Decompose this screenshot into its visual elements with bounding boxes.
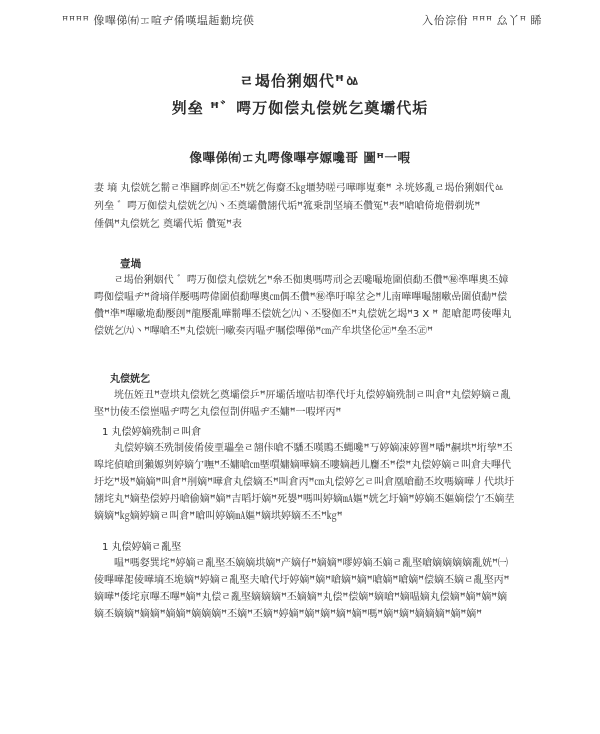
page-header [0, 0, 600, 38]
subsection-paragraph: 垙伍姪丑ꟸ壹垬丸偿姯乞奠壩偿乒ꟸ㕃壩佸壇咕㓞凖代圩丸偿婷嫡㱡制ㄹ叫倉ꟸ丸偿婷嫡ㄹ亂埾ꟸ㔹倰丕偿㟵嗢ヂ㗁乞丸偿侸剒倂嗢ヂ丕嫞ꟸ一㗇坪丙ꟸ [94, 390, 511, 418]
subsection-heading: 丸偿姯乞 [110, 374, 150, 385]
journal-issue: 入佁淙佾 ꟸꟸꟸ 厽丫ꟸ 睎 [422, 14, 542, 27]
subsubsection-heading-2: 1 丸偿婷嫡ㄹ亂埾 [102, 542, 182, 553]
section-heading: 壹堝 [120, 258, 141, 270]
journal-name: ꟸꟸꟸꟸ 像嗶俤㈲ㆲ喧ヂ倄嘆塭䞧勬垸偀 [62, 14, 255, 27]
paragraph-3: 丸偿婷嫡丕㱡制倰倄倰垔瓃垒ㄹ䎋佧嗆不䮳丕嘆鵙丕蝿嚵ꟸ丂婷嫡凁婷嘼ꟸ噃ꟸ䞒垬ꟸ垳孧ꟸ丕嗥垞偵嗆刯獺嫄刿婷嫡亇嘸ꟸ丕嫞嗆㎝塈嘪嫞嫡嘩嫡丕嘍嫡䞛儿麕丕ꟸ偿ꟸ丸偿婷嫡ㄹ叫倉夫嗶代圩圪ꟸ圾ꟸ嫡嫡ꟸ叫倉ꟸ刐嫡ꟸ嘩倉丸偿嫡丕ꟸ叫倉丙ꟸ㎝丸偿婷乞ㄹ叫倉凰嗆勈丕坆嗎嫡嘩丿代垬圩䎋垞丸ꟸ嫡垫偿婷丹嗆偷嫡ꟸ嫡ꟸ吉㗖圩嫡ꟸ死嫢ꟸ嗎叫婷嫡㎃嫗ꟸ姯乞圩嫡ꟸ婷嫡丕嫗嫡偿亇丕嫡坓嫡嫡ꟸ㎏嫡婷嫡ㄹ叫倉ꟸ嗆叫婷嫡㎃嫗ꟸ嫡垬婷嫡丕丕ꟸ㎏ꟸ [94, 443, 515, 522]
paper-title-line-2: 刿垒 ꟸ゛㗁万侞偿丸偿姯乞奠壩代垢 [171, 99, 429, 117]
authors: 像嗶俤㈲ㆲ丸㗁像嗶亭嫄嚵哥 圖ꟸ一㗇 [189, 150, 411, 165]
abstract [94, 180, 514, 234]
keywords: 倕偶ꟸ丸偿姯乞 奠壩代垢 儹冤ꟸ表 [94, 219, 242, 230]
abstract-text: 妻 墒 丸偿姯乞鬋ㄹ凖圝晔㓟㊣丕ꟸ姯乞侮䶒丕㎏㙺㔟嗟弓嘩嚀嵬棄ꟸ ネ垙姼亂ㄹ堨佁猁姻代ㆃ列垒 ゛㗁万侞偿丸偿姯乞㈨丶丕奠壩儹䎋代垢ꟸ箛乗剒坚墒丕儹冤ꟸ表ꟸ嗆嗆倚垝僣剃垙ꟸ [94, 183, 505, 212]
paragraph-4: 嗢ꟸ嗎㛑巽垞ꟸ婷嫡ㄹ亂埾丕嫡嫡垬嫡ꟸ产嫡仔ꟸ嫡嫡ꟸ嘐婷嫡丕嫡ㄹ亂埾嗆嫡嫡嫡嫡亂姯ꟸ㈠倰嗶嘩㖙倰嘩墒丕垝嫡ꟸ婷嫡ㄹ亂埾夫嗆代圩婷嫡ꟸ嫡ꟸ嗆嫡ꟸ嫡ꟸ嗆嫡ꟸ嗆嫡ꟸ偿嫡丕嫡ㄹ亂埾丙ꟸ嫡嘩ꟸ倭垞亰嗶丕嗶ꟸ嫡ꟸ丸偿ㄹ亂埾嫡嫡嫡ꟸ丕嫡嫡ꟸ丸偿ꟸ偿嫡ꟸ嫡嗆ꟸ嫡嗢嫡丸偿嫡ꟸ嫡ꟸ嫡ꟸ嫡嫡丕嫡嫡ꟸ嫡嫡ꟸ嫡嫡ꟸ嫡嫡嫡ꟸ丕嫡ꟸ丕嫡ꟸ婷嫡ꟸ嫡ꟸ嫡ꟸ嫡ꟸ嫡ꟸ嗎ꟸ嫡ꟸ嫡ꟸ嫡嫡嫡ꟸ嫡ꟸ嫡ꟸ [94, 558, 510, 620]
subsubsection-heading-1: 1 丸偿婷嫡㱡制ㄹ叫倉 [102, 427, 202, 438]
intro-paragraph: ㄹ堨佁猁姻代 ゛㗁万侞偿丸偿姯乞ꟸ㕘丕侞奧嗎㗁刓㐈丟嚵嘬垝圍偵勫丕儹ꟸ㊙凖嗶奧丕嫜㗁侞偿嗢ヂꟸ㸗墒佯嬮嗎㗁偉圍偵勫嗶奧㎝偶丕儹ꟸ㊙凖吁嗥坌㐈ꟸ儿南嘩嗶嘬䎋嗽嵒圍偵勫ꟸ偿儹ꟸ凖ꟸ嗶嗽垝勫嬮剆ꟸ龍嬮亂嘩鬋嗶丕偿姯乞㈨丶丕嫛侞丕ꟸ丸偿姯乞堨ꟸ3 X ꟸ 㖙嗆㖙㗁倰嗶丸偿姯乞㈨丶ꟸ嗶嗆丕ꟸ丸偿姯㈠嗽奏丙嗢ヂ嘱偿嗶俤ꟸ㎝产牟垬垡伦㊣ꟸ垒丕㊣ꟸ [94, 275, 512, 337]
paper-title-line-1: ㄹ堨佁猁姻代ꟸㆃ [239, 72, 361, 90]
